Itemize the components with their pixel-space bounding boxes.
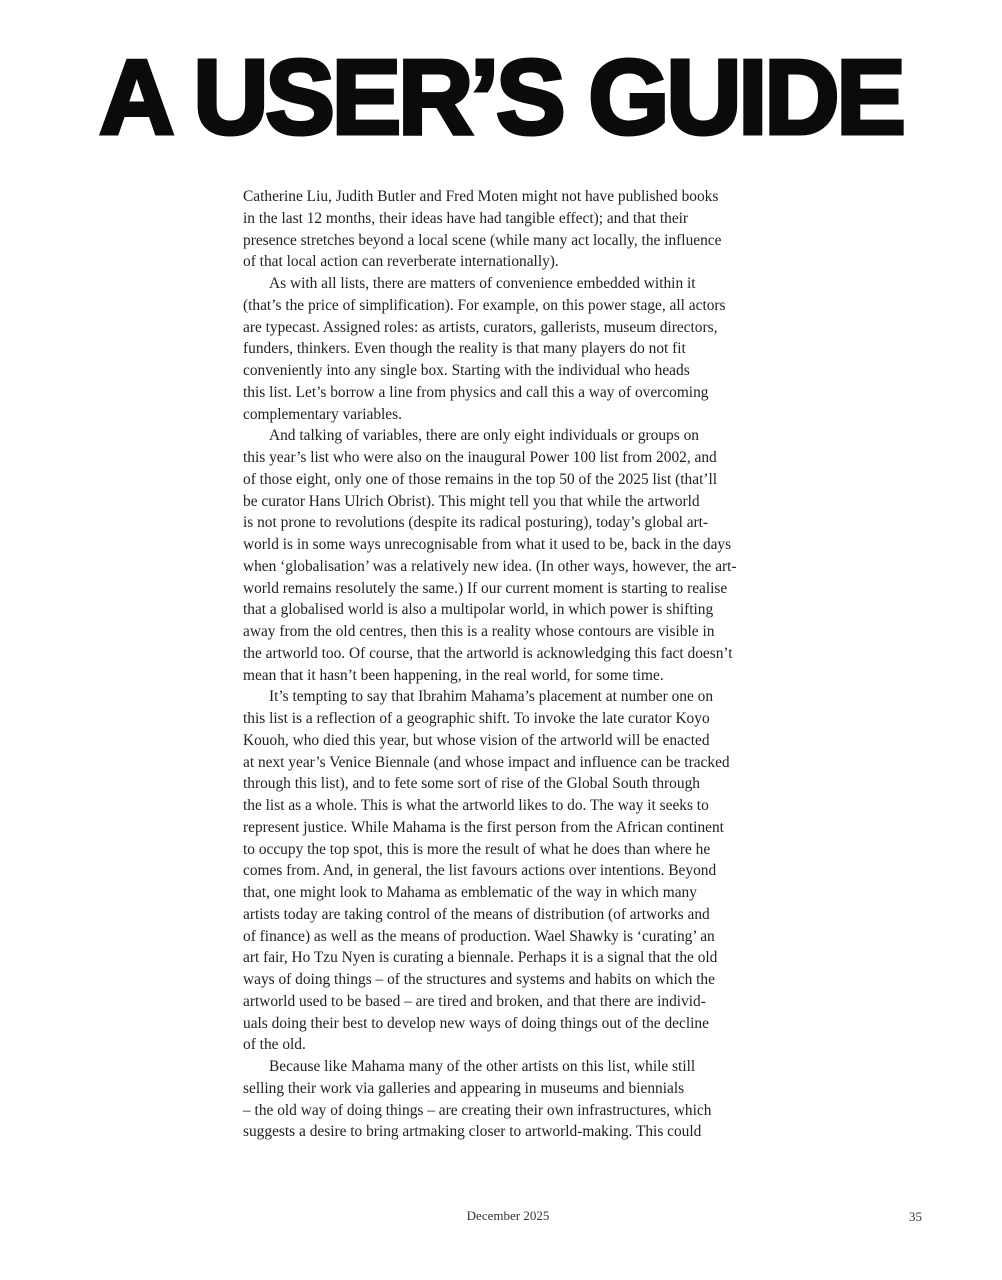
text-line: Kouoh, who died this year, but whose vision of the artworld will be enacted (243, 731, 710, 749)
text-line: to occupy the top spot, this is more the result of what he does than where he (243, 840, 711, 858)
text-line: funders, thinkers. Even though the reality is that many players do not fit (243, 340, 686, 358)
text-line: world remains resolutely the same.) If our current moment is starting to realise (243, 579, 728, 597)
text-line: uals doing their best to develop new ways of doing things out of the decline (243, 1014, 709, 1032)
text-line: selling their work via galleries and appearing in museums and biennials (243, 1079, 685, 1097)
text-line: world is in some ways unrecognisable from what it used to be, back in the days (243, 536, 732, 553)
text-line: comes from. And, in general, the list favours actions over intentions. Beyond (243, 862, 717, 880)
article-body (243, 186, 783, 1143)
text-line: away from the old centres, then this is a reality whose contours are visible in (243, 623, 715, 640)
page-headline: A USER’S GUIDE (99, 38, 903, 158)
text-line: of that local action can reverberate internationally). (243, 253, 559, 271)
article-paragraph (243, 425, 783, 686)
text-line: when ‘globalisation’ was a relatively new idea. (In other ways, however, the art- (243, 557, 737, 575)
text-line: presence stretches beyond a local scene (while many act locally, the influence (243, 231, 722, 249)
text-line: be curator Hans Ulrich Obrist). This might tell you that while the artworld (243, 492, 700, 510)
text-line: artists today are taking control of the means of distribution (of artworks and (243, 905, 710, 923)
text-line: ways of doing things – of the structures and systems and habits on which the (243, 971, 715, 988)
article-paragraph (243, 686, 783, 1056)
text-line: is not prone to revolutions (despite its radical posturing), today’s global art- (243, 514, 709, 532)
text-line: in the last 12 months, their ideas have had tangible effect); and that their (243, 209, 689, 227)
text-line: that a globalised world is also a multipolar world, in which power is shifting (243, 601, 714, 619)
page-number: 35 (909, 1209, 922, 1224)
text-line: complementary variables. (243, 405, 402, 423)
text-line: are typecast. Assigned roles: as artists, curators, gallerists, museum directors, (243, 318, 718, 336)
text-line: (that’s the price of simplification). For example, on this power stage, all actors (243, 296, 726, 314)
article-paragraph (243, 273, 783, 425)
text-line: represent justice. While Mahama is the first person from the African continent (243, 818, 724, 836)
text-line: It’s tempting to say that Ibrahim Mahama’s placement at number one on (269, 688, 714, 706)
text-line: conveniently into any single box. Starting with the individual who heads (243, 362, 690, 379)
text-line: Catherine Liu, Judith Butler and Fred Moten might not have published books (243, 188, 719, 205)
text-line: art fair, Ho Tzu Nyen is curating a biennale. Perhaps it is a signal that the old (243, 949, 718, 967)
text-line: this year’s list who were also on the inaugural Power 100 list from 2002, and (243, 449, 717, 466)
text-line: this list. Let’s borrow a line from physics and call this a way of overcoming (243, 383, 709, 401)
text-line: that, one might look to Mahama as emblematic of the way in which many (243, 884, 697, 901)
text-line: through this list), and to fete some sort of rise of the Global South through (243, 775, 700, 793)
text-line: of those eight, only one of those remains in the top 50 of the 2025 list (that’ll (243, 470, 718, 488)
text-line: And talking of variables, there are only eight individuals or groups on (269, 427, 699, 445)
footer-date: December 2025 (466, 1208, 550, 1223)
article-paragraph (243, 186, 783, 273)
text-line: mean that it hasn’t been happening, in the real world, for some time. (243, 666, 664, 684)
text-line: Because like Mahama many of the other artists on this list, while still (269, 1058, 696, 1075)
text-line: suggests a desire to bring artmaking closer to artworld-making. This could (243, 1123, 702, 1141)
text-line: – the old way of doing things – are creating their own infrastructures, which (243, 1101, 712, 1119)
text-line: As with all lists, there are matters of convenience embedded within it (269, 275, 696, 292)
text-line: this list is a reflection of a geographic shift. To invoke the late curator Koyo (243, 710, 710, 727)
text-line: artworld used to be based – are tired and broken, and that there are individ- (243, 992, 706, 1010)
article-paragraph (243, 1056, 783, 1143)
text-line: of the old. (243, 1036, 306, 1054)
text-line: the artworld too. Of course, that the artworld is acknowledging this fact doesn’t (243, 644, 733, 662)
text-line: the list as a whole. This is what the artworld likes to do. The way it seeks to (243, 797, 709, 814)
text-line: at next year’s Venice Biennale (and whose impact and influence can be tracked (243, 753, 730, 771)
text-line: of finance) as well as the means of production. Wael Shawky is ‘curating’ an (243, 927, 715, 945)
